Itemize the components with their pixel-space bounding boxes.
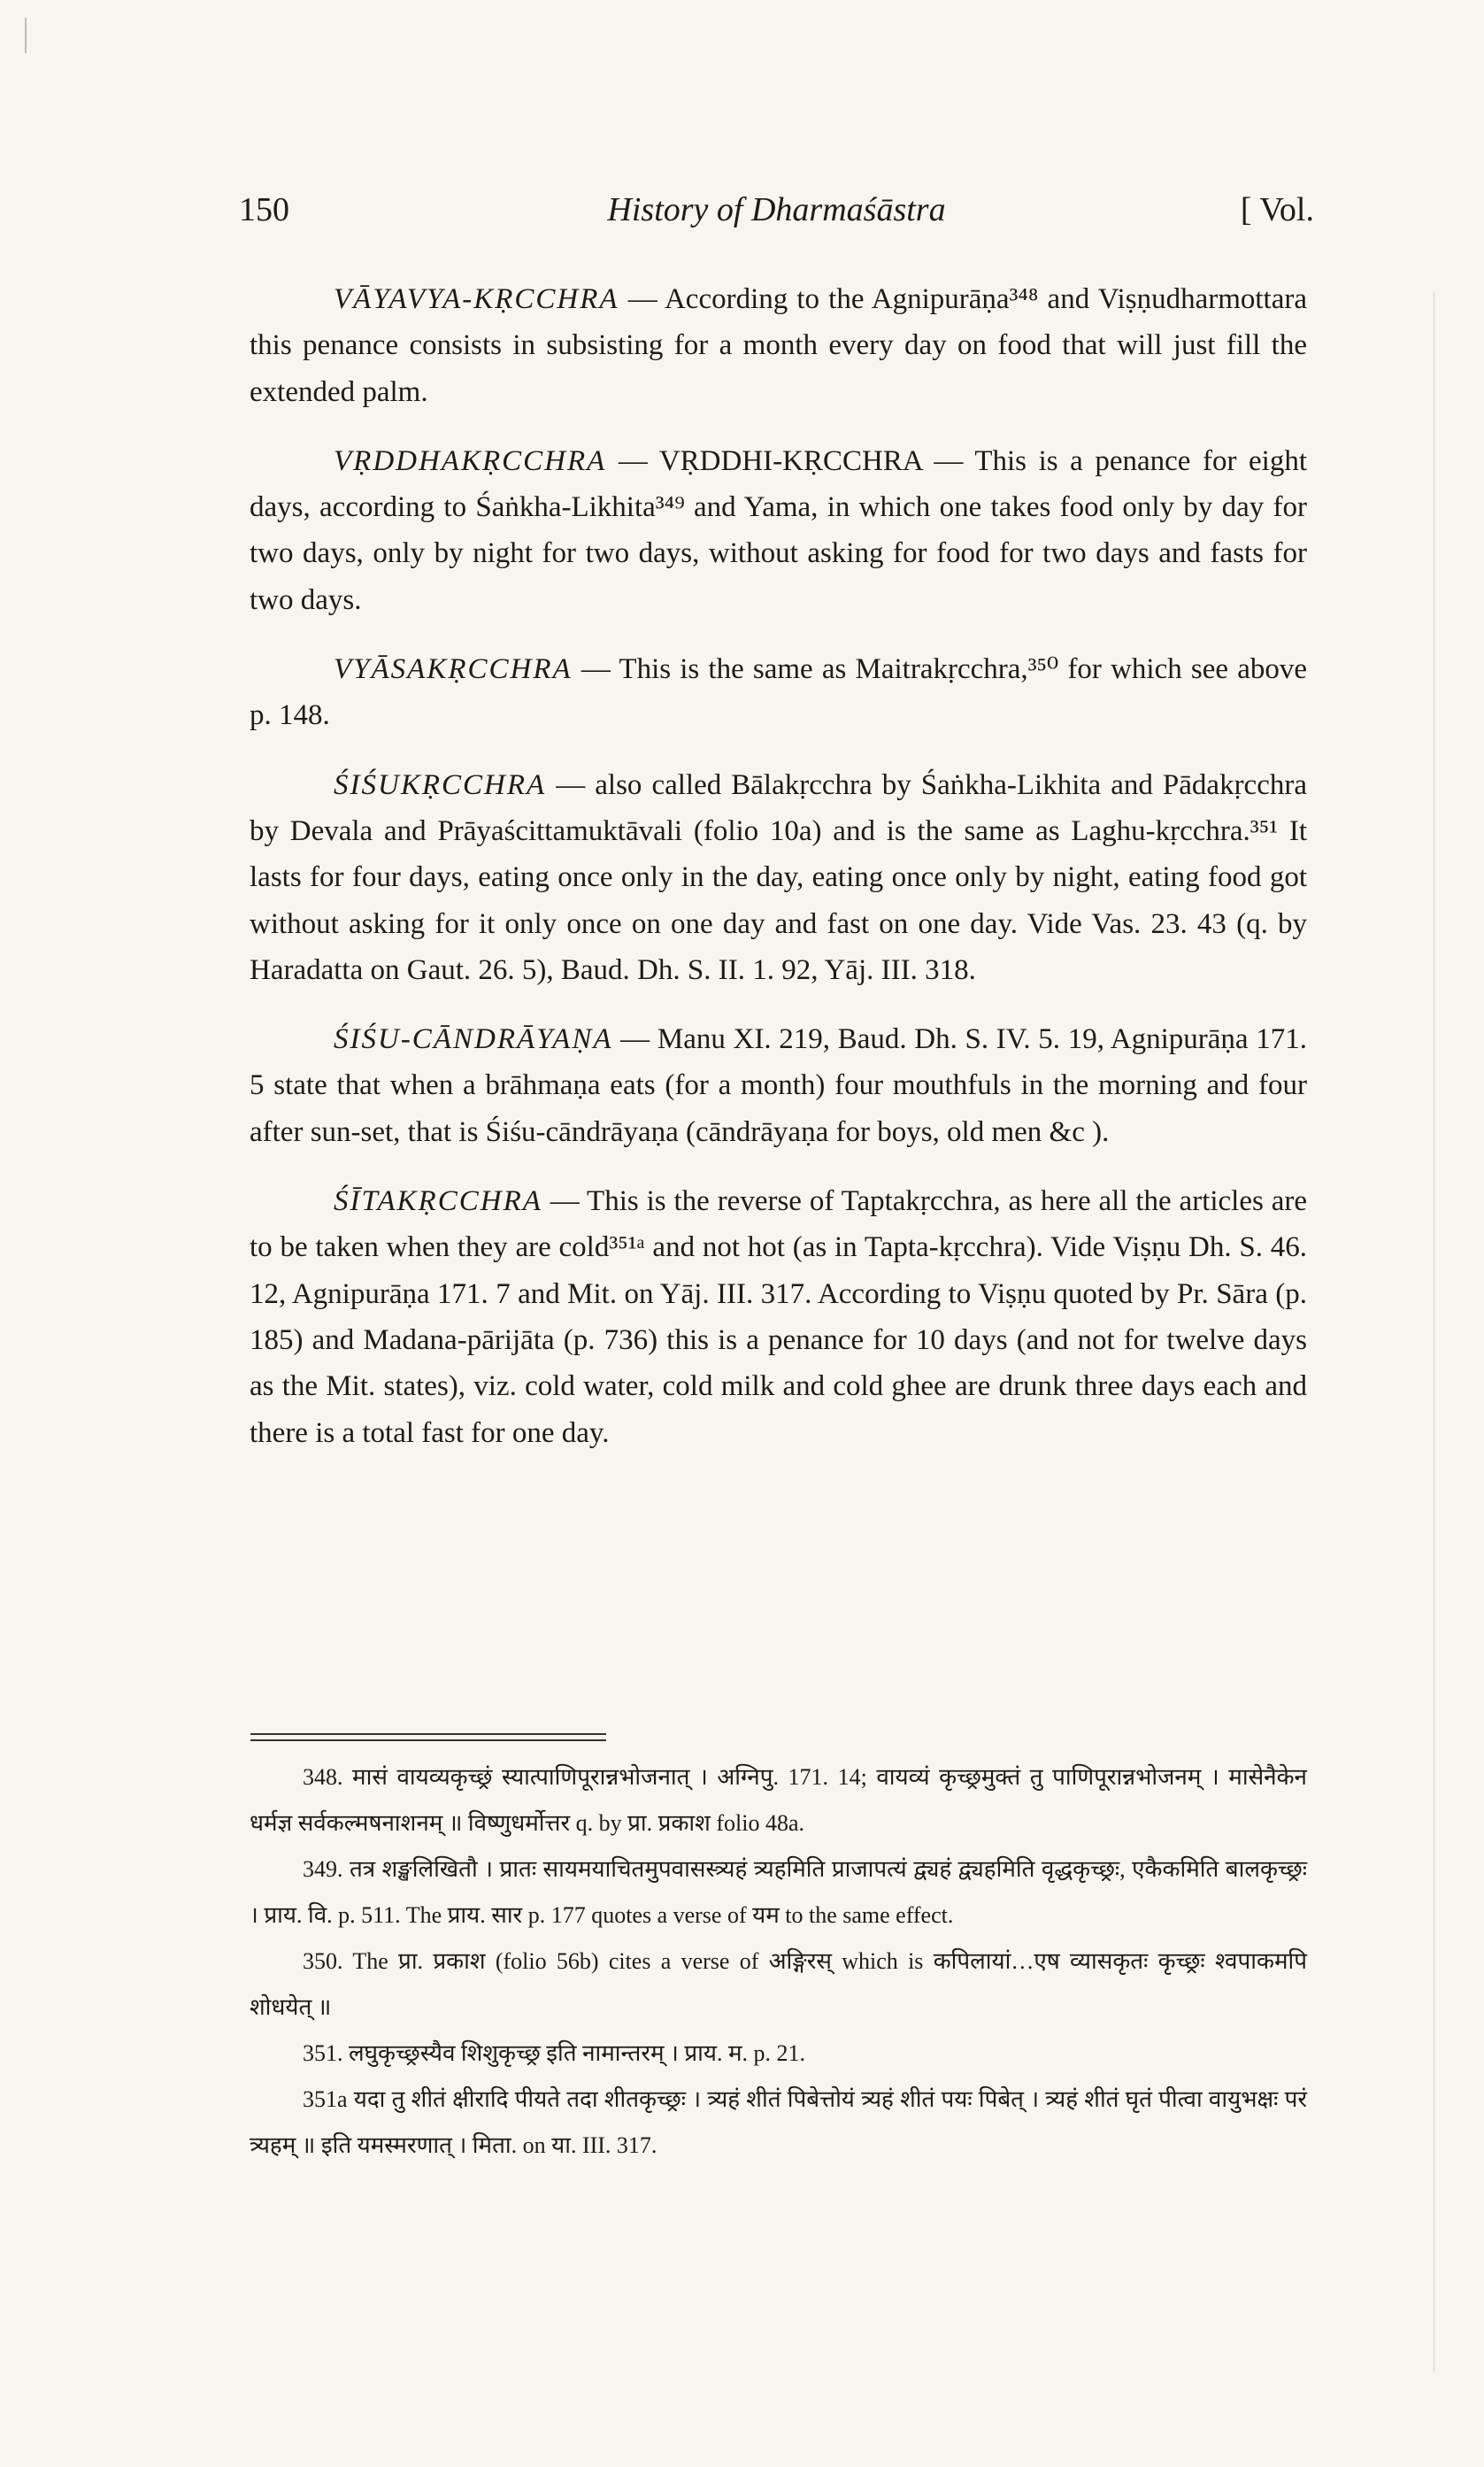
footnote-349: 349. तत्र शङ्खलिखितौ । प्रातः सायमयाचितमुपवासस्त्र्यहं त्र्यहमिति प्राजापत्यं द्व्यहं द्व्यहमिति वृद्धकृच्छ्रः, एकैकमिति बालकृच्छ्रः । प्राय. वि. p. 511. The प्राय. सार p. 177 quotes a verse of यम to the same effect. [250, 1856, 1307, 1928]
entry-text: — This is the reverse of Taptakṛcchra, as here all the articles are to be taken when they are cold³⁵¹ᵃ and not hot (as in Tapta-kṛcchra). Vide Viṣṇu Dh. S. 46. 12, Agnipurāṇa 171. 7 and Mit. on Yāj. III. 317. According to Viṣṇu quoted by Pr. Sāra (p. 185) and Madana-pārijāta (p. 736) this is a penance for 10 days (and not for twelve days as the Mit. states), viz. cold water, cold milk and cold ghee are drunk three days each and there is a total fast for one day. [250, 1185, 1307, 1449]
scan-edge-mark [25, 18, 27, 53]
entry-vrddhakrcchra [250, 438, 1307, 623]
entry-term: VYĀSAKṚCCHRA [334, 653, 573, 686]
footnote-rule-double [250, 1739, 606, 1741]
entry-term: VĀYAVYA-KṚCCHRA [334, 283, 619, 315]
entry-term: VṚDDHAKṚCCHRA [334, 444, 607, 477]
page-header [239, 190, 1314, 243]
entry-vyasakrcchra [250, 646, 1307, 739]
footnote-351: 351. लघुकृच्छ्रस्यैव शिशुकृच्छ्र इति नामान्तरम् । प्राय. म. p. 21. [303, 2040, 806, 2066]
entry-sisu-candrayana [250, 1016, 1307, 1155]
entry-vayavya-krcchra [250, 276, 1307, 415]
volume-mark: [ Vol. [1240, 191, 1314, 228]
entry-text: — This is the same as Maitrakṛcchra,³⁵⁰ for which see above p. 148. [250, 653, 1307, 732]
entry-sitakrcchra [250, 1178, 1307, 1456]
entry-sisukrcchra [250, 762, 1307, 993]
entry-term: ŚĪTAKṚCCHRA [334, 1185, 542, 1218]
entry-term: ŚIŚU-CĀNDRĀYAṆA [334, 1023, 613, 1056]
entry-text: — VṚDDHI-KṚCCHRA — This is a penance for eight days, according to Śaṅkha-Likhita³⁴⁹ and Yama, in which one takes food only by day for two days, only by night for two days, without asking for food for two days and fasts for two days. [250, 444, 1307, 616]
footnote-348: 348. मासं वायव्यकृच्छ्रं स्यात्पाणिपूरान्नभोजनात् । अग्निपु. 171. 14; वायव्यं कृच्छ्रमुक्तं तु पाणिपूरान्नभोजनम् । मासेनैकेन धर्मज्ञ सर्वकल्मषनाशनम् ॥ विष्णुधर्मोत्तर q. by प्रा. प्रकाश folio 48a. [250, 1764, 1307, 1836]
footnote-351a: 351a यदा तु शीतं क्षीरादि पीयते तदा शीतकृच्छ्रः । त्र्यहं शीतं पिबेत्तोयं त्र्यहं शीतं पयः पिबेत् । त्र्यहं शीतं घृतं पीत्वा वायुभक्षः परं त्र्यहम् ॥ इति यमस्मरणात् । मिता. on या. III. 317. [250, 2086, 1307, 2158]
entry-text: — also called Bālakṛcchra by Śaṅkha-Likhita and Pādakṛcchra by Devala and Prāyaścittamuktāvali (folio 10a) and is the same as Laghu-kṛcchra.³⁵¹ It lasts for four days, eating once only in the day, eating once only by night, eating food got without asking for it only once on one day and fast on one day. Vide Vas. 23. 43 (q. by Haradatta on Gaut. 26. 5), Baud. Dh. S. II. 1. 92, Yāj. III. 318. [250, 768, 1307, 986]
entry-text: — According to the Agnipurāṇa³⁴⁸ and Viṣṇudharmottara this penance consists in subsisting for a month every day on food that will just fill the extended palm. [250, 283, 1307, 408]
entry-text: — Manu XI. 219, Baud. Dh. S. IV. 5. 19, Agnipurāṇa 171. 5 state that when a brāhmaṇa eats (for a month) four mouthfuls in the morning and four after sun-set, that is Śiśu-cāndrāyaṇa (cāndrāyaṇa for boys, old men &c ). [250, 1023, 1307, 1148]
footnotes [250, 1754, 1307, 2169]
main-text [250, 276, 1307, 1479]
footnote-350: 350. The प्रा. प्रकाश (folio 56b) cites a verse of अङ्गिरस् which is कपिलायां…एष व्यासकृतः कृच्छ्रः श्वपाकमपि शोधयेत् ॥ [250, 1948, 1307, 2020]
footnote-rule [250, 1733, 606, 1735]
entry-term: ŚIŚUKṚCCHRA [334, 768, 547, 801]
running-title: History of Dharmaśāstra [607, 191, 946, 228]
page-number: 150 [239, 191, 289, 228]
